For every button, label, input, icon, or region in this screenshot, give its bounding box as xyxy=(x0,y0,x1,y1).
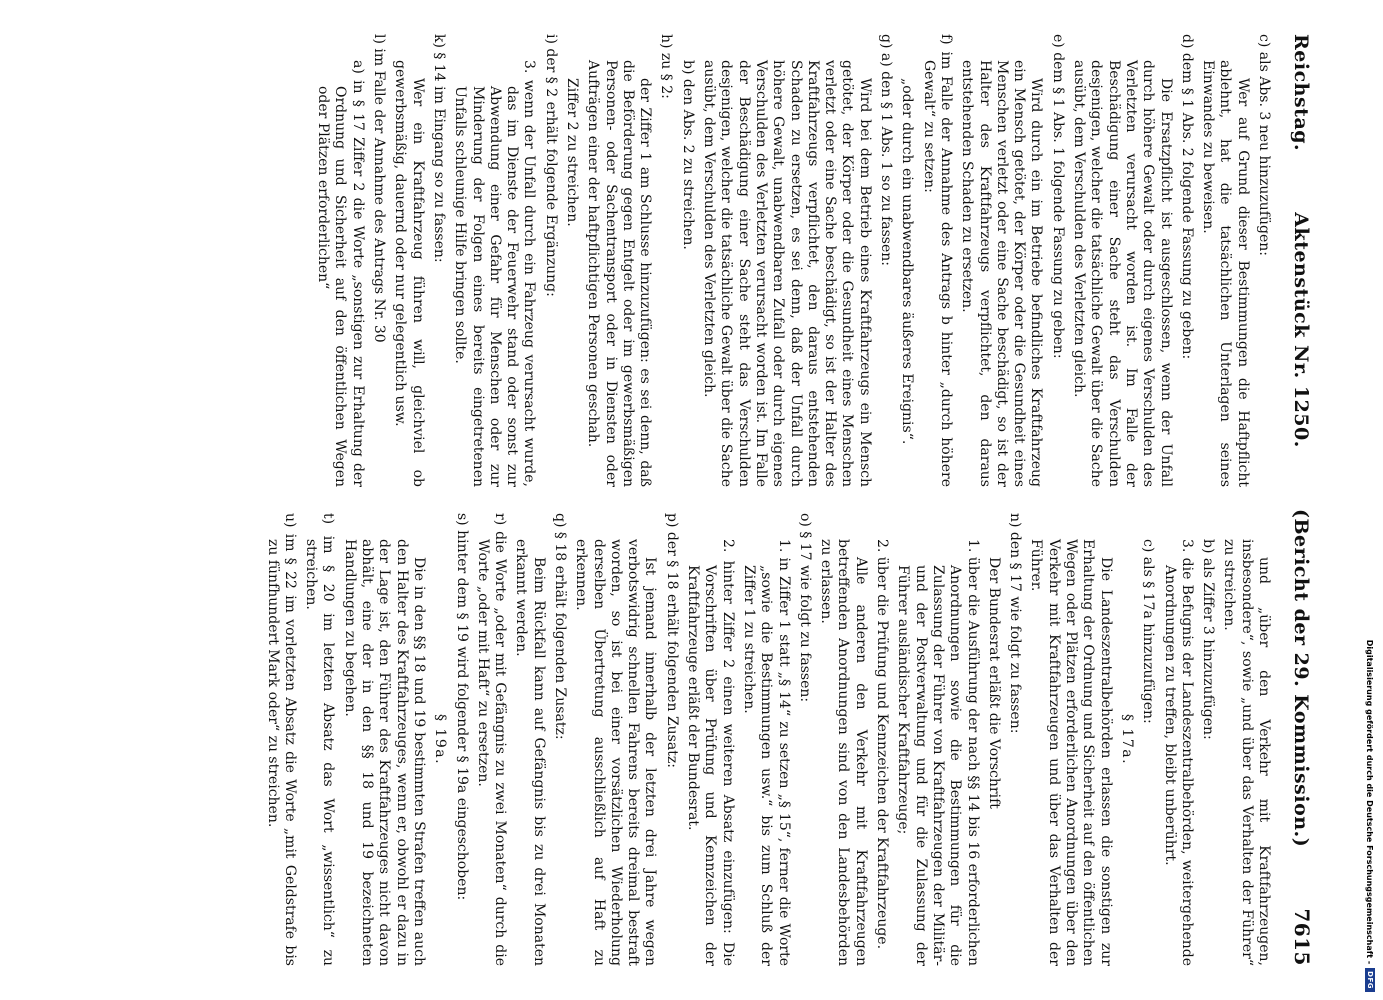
paragraph: Beim Rückfall kann auf Gefängnis bis zu drei Monaten erkannt werden. xyxy=(513,539,547,966)
paragraph: b) als Ziffer 3 hinzuzufügen: xyxy=(1200,539,1217,740)
column-right xyxy=(32,513,1272,966)
paragraph: c) als Abs. 3 neu hinzuzufügen: xyxy=(1256,34,1272,256)
dfg-logo: DFG xyxy=(1365,968,1375,992)
paragraph: 3. die Befugnis der Landeszentralbehörden, weitergehende Anordnungen zu treffen, bleibt unberührt. xyxy=(1161,539,1195,966)
document-page xyxy=(8,0,1360,1000)
paragraph: l) im Falle der Annahme des Antrags Nr. 30 xyxy=(371,34,388,343)
page-number: 7615 xyxy=(1290,908,1314,966)
paragraph: i) der § 2 erhält folgende Ergänzung: xyxy=(542,34,559,297)
header-right-title: (Bericht der 29. Kommission.) xyxy=(1290,508,1312,848)
paragraph: h) zu § 2: xyxy=(658,34,675,99)
paragraph: Ziffer 2 zu streichen. xyxy=(564,78,581,227)
page-header xyxy=(1284,34,1314,966)
paragraph: s) hinter dem § 19 wird folgender § 19a eingeschoben: xyxy=(453,513,470,901)
digitization-credit xyxy=(1362,8,1378,992)
paragraph: Wer ein Kraftfahrzeug führen will, gleichviel ob gewerbsmäßig, dauernd oder nur gelegentlich usw. xyxy=(392,60,426,487)
paragraph: f) im Falle der Annahme des Antrags b hinter „durch höhere Gewalt“ zu setzen: xyxy=(920,34,954,487)
paragraph: 1. in Ziffer 1 statt „§ 14“ zu setzen „§ 15“, ferner die Worte „sowie die Bestimmungen usw.“ bis zum Schluß der Ziffer 1 zu streichen. xyxy=(740,539,792,966)
paragraph: und „über den Verkehr mit Kraftfahrzeugen, insbesondere“, sowie „und über das Verhalten der Führer“ zu streichen. xyxy=(1221,539,1272,966)
paragraph: q) § 18 erhält folgenden Zusatz: xyxy=(552,513,569,740)
paragraph: der Ziffer 1 am Schlusse hinzuzufügen: es sei denn, daß die Beförderung gegen Entgelt oder im gewerbsmäßigen Personen- oder Sachentransport oder in Diensten oder Aufträgen einer der haftpflichtigen Personen geschah. xyxy=(585,60,654,487)
paragraph: Der Bundesrat erläßt die Vorschrift xyxy=(985,557,1002,809)
paragraph: Die in den §§ 18 und 19 bestimmten Strafen treffen auch den Halter des Kraftfahrzeuges, wenn er, obwohl er dazu in der Lage ist, den Führer des Kraftfahrzeuges nicht davon abhält, eine der in den §§ 18 und 19 bezeichneten Handlungen zu begehen. xyxy=(341,539,427,966)
paragraph: d) dem § 1 Abs. 2 folgende Fassung zu geben: xyxy=(1178,34,1195,360)
paragraph: o) § 17 wie folgt zu fassen: xyxy=(796,513,813,703)
document-page-wrapper xyxy=(8,0,1360,1000)
paragraph: u) im § 22 im vorletzten Absatz die Worte „mit Geldstrafe bis zu fünfhundert Mark oder“ zu streichen. xyxy=(264,513,298,966)
paragraph: Die Ersatzpflicht ist ausgeschlossen, wenn der Unfall durch höhere Gewalt oder durch eigenes Verschulden des Verletzten verursacht worden ist. Im Falle der Beschädigung einer Sache steht das Verschulden desjenigen, welcher die tatsächliche Gewalt über die Sache ausübt, dem Verschulden des Verletzten gleich. xyxy=(1071,60,1174,487)
paragraph: r) die Worte „oder mit Gefängnis zu zwei Monaten“ durch die Worte „oder mit Haft“ zu ersetzen. xyxy=(474,513,509,966)
paragraph: 1. über die Ausführung der nach §§ 14 bis 16 erforderlichen Anordnungen sowie die Bestimmungen für die Zulassung der Führer von Kraftfahrzeugen der Militär- und der Postverwaltung und für die Zulassung der Führer ausländischer Kraftfahrzeuge; xyxy=(895,539,981,966)
paragraph: a) in § 17 Ziffer 2 die Worte „sonstigen zur Erhaltung der Ordnung und Sicherheit auf den öffentlichen Wegen oder Plätzen erforderlichen“ xyxy=(315,60,366,487)
header-center: Aktenstück Nr. 1250. xyxy=(1290,212,1312,448)
paragraph: Die Landeszentralbehörden erlassen die sonstigen zur Erhaltung der Ordnung und Sicherheit auf den öffentlichen Wegen oder Plätzen erforderlichen Anordnungen über den Verkehr mit Kraftfahrzeugen und über das Verhalten der Führer. xyxy=(1028,539,1114,966)
paragraph: 2. über die Prüfung und Kennzeichen der Kraftfahrzeuge. xyxy=(874,539,891,950)
credit-text: Digitalisierung gefördert durch die Deutsche Forschungsgemeinschaft - xyxy=(1365,639,1375,965)
text-columns xyxy=(32,34,1272,966)
paragraph: 3. wenn der Unfall durch ein Fahrzeug verursacht wurde, das im Dienste der Feuerwehr stand oder sonst zur Abwendung einer Gefahr für Menschen oder zur Minderung der Folgen eines bereits eingetretenen Unfalls schleunige Hilfe bringen sollte. xyxy=(452,60,538,487)
column-left xyxy=(32,34,1272,487)
paragraph: „oder durch ein unabwendbares äußeres Ereignis“. xyxy=(899,78,916,445)
paragraph: § 19a. xyxy=(432,713,449,766)
paragraph: p) der § 18 erhält folgenden Zusatz: xyxy=(663,513,680,768)
paragraph: Wer auf Grund dieser Bestimmungen die Haftpflicht ablehnt, hat die tatsächlichen Unterlagen seines Einwandes zu beweisen. xyxy=(1200,60,1251,487)
paragraph: e) dem § 1 Abs. 1 folgende Fassung zu geben: xyxy=(1049,34,1066,359)
paragraph: 2. hinter Ziffer 2 einen weiteren Absatz einzufügen: Die Vorschriften über Prüfung und Kennzeichen der Kraftfahrzeuge erläßt der Bundesrat. xyxy=(685,539,736,966)
paragraph: t) im § 20 im letzten Absatz das Wort „wissentlich“ zu streichen. xyxy=(303,513,337,966)
paragraph: Ist jemand innerhalb der letzten drei Jahre wegen verbotswidrig schnellen Fahrens bereits dreimal bestraft worden, so ist bei einer vorsätzlichen Wiederholung derselben Übertretung ausschließlich auf Haft zu erkennen. xyxy=(573,539,659,966)
paragraph: g) a) den § 1 Abs. 1 so zu fassen: xyxy=(878,34,895,266)
paragraph: § 17a. xyxy=(1118,713,1135,766)
paragraph: b) den Abs. 2 zu streichen. xyxy=(679,60,696,250)
paragraph: n) den § 17 wie folgt zu fassen: xyxy=(1007,513,1024,734)
paragraph: c) als § 17a hinzuzufügen: xyxy=(1140,539,1157,724)
paragraph: k) § 14 im Eingang so zu fassen: xyxy=(430,34,447,263)
paragraph: Wird bei dem Betrieb eines Kraftfahrzeugs ein Mensch getötet, der Körper oder die Gesundheit eines Menschen verletzt oder eine Sache beschädigt, so ist der Halter des Kraftfahrzeugs verpflichtet, den daraus entstehenden Schaden zu ersetzen, es sei denn, daß der Unfall durch höhere Gewalt, unabwendbaren Zufall oder durch eigenes Verschulden des Verletzten verursacht worden ist. Im Falle der Beschädigung einer Sache steht das Verschulden desjenigen, welcher die tatsächliche Gewalt über die Sache ausübt, dem Verschulden des Verletzten gleich. xyxy=(701,60,873,487)
header-left: Reichstag. xyxy=(1290,34,1312,152)
paragraph: Alle anderen den Verkehr mit Kraftfahrzeugen betreffenden Anordnungen sind von den Landesbehörden zu erlassen. xyxy=(818,539,869,966)
paragraph: Wird durch ein im Betriebe befindliches Kraftfahrzeug ein Mensch getötet, der Körper oder die Gesundheit eines Menschen verletzt oder eine Sache beschädigt, so ist der Halter des Kraftfahrzeugs verpflichtet, den daraus entstehenden Schaden zu ersetzen. xyxy=(959,60,1045,487)
